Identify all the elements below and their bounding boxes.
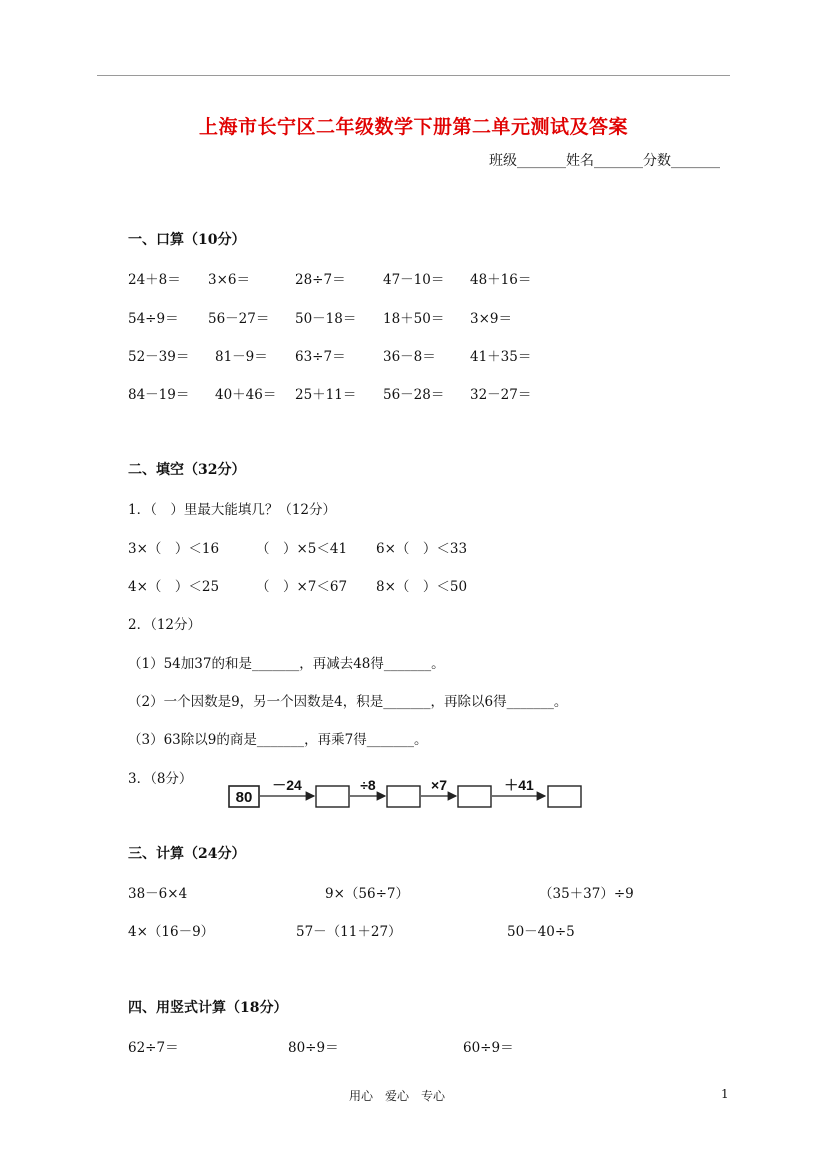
calc-item: 9×（56÷7）	[325, 886, 409, 902]
oral-item: 41＋35＝	[470, 349, 532, 365]
oral-item: 47－10＝	[383, 272, 445, 288]
oral-item: 56－27＝	[208, 311, 270, 327]
answer-box	[316, 786, 349, 807]
oral-item: 40＋46＝	[215, 387, 277, 403]
oral-item: 36－8＝	[383, 349, 436, 365]
section-2-heading: 二、填空（32分）	[128, 462, 246, 478]
operation-label: ×7	[431, 777, 447, 793]
section-4-heading: 四、用竖式计算（18分）	[128, 1000, 288, 1016]
vertical-calc-item: 80÷9＝	[288, 1040, 339, 1056]
header-rule	[97, 75, 730, 76]
operation-label: ÷8	[360, 777, 376, 793]
operation-label: －24	[272, 777, 302, 793]
answer-box	[387, 786, 420, 807]
section-1-heading: 一、口算（10分）	[128, 232, 246, 248]
oral-item: 56－28＝	[383, 387, 445, 403]
footer-motto: 用心 爱心 专心	[349, 1089, 446, 1103]
fill-item: （ ）×5＜41	[256, 541, 348, 557]
answer-box	[548, 786, 581, 807]
oral-item: 18＋50＝	[383, 311, 445, 327]
oral-item: 28÷7＝	[295, 272, 346, 288]
page-number: 1	[721, 1087, 729, 1101]
section-3-heading: 三、计算（24分）	[128, 846, 246, 862]
oral-item: 52－39＝	[128, 349, 190, 365]
oral-item: 3×9＝	[470, 311, 512, 327]
fill-item: （ ）×7＜67	[256, 579, 348, 595]
oral-item: 3×6＝	[208, 272, 250, 288]
vertical-calc-item: 60÷9＝	[463, 1040, 514, 1056]
question-1-title: 1．（ ）里最大能填几？（12分）	[128, 502, 337, 518]
oral-item: 32－27＝	[470, 387, 532, 403]
oral-item: 25＋11＝	[295, 387, 357, 403]
oral-item: 24＋8＝	[128, 272, 181, 288]
question-2-title: 2．（12分）	[128, 617, 202, 633]
oral-item: 81－9＝	[215, 349, 268, 365]
operation-chain-diagram	[225, 772, 587, 810]
page-title: 上海市长宁区二年级数学下册第二单元测试及答案	[198, 116, 628, 138]
calc-item: 50－40÷5	[507, 924, 575, 940]
oral-item: 48＋16＝	[470, 272, 532, 288]
oral-item: 54÷9＝	[128, 311, 179, 327]
answer-box	[458, 786, 491, 807]
calc-item: 57－（11＋27）	[296, 924, 402, 940]
fill-item: 4×（ ）＜25	[128, 579, 220, 595]
student-info-line: 班级_______姓名_______分数_______	[489, 153, 720, 169]
calc-item: （35＋37）÷9	[539, 886, 634, 902]
question-2-item: （1）54加37的和是_______，再减去48得_______。	[128, 656, 445, 672]
question-2-item: （2）一个因数是9，另一个因数是4，积是_______，再除以6得_______。	[128, 694, 568, 710]
start-value: 80	[235, 789, 253, 806]
fill-item: 3×（ ）＜16	[128, 541, 220, 557]
oral-item: 84－19＝	[128, 387, 190, 403]
oral-item: 50－18＝	[295, 311, 357, 327]
calc-item: 38－6×4	[128, 886, 188, 902]
question-2-item: （3）63除以9的商是_______，再乘7得_______。	[128, 732, 428, 748]
oral-item: 63÷7＝	[295, 349, 346, 365]
question-3-title: 3．（8分）	[128, 771, 193, 787]
operation-label: ＋41	[504, 777, 534, 793]
fill-item: 6×（ ）＜33	[376, 541, 468, 557]
vertical-calc-item: 62÷7＝	[128, 1040, 179, 1056]
fill-item: 8×（ ）＜50	[376, 579, 468, 595]
calc-item: 4×（16－9）	[128, 924, 215, 940]
